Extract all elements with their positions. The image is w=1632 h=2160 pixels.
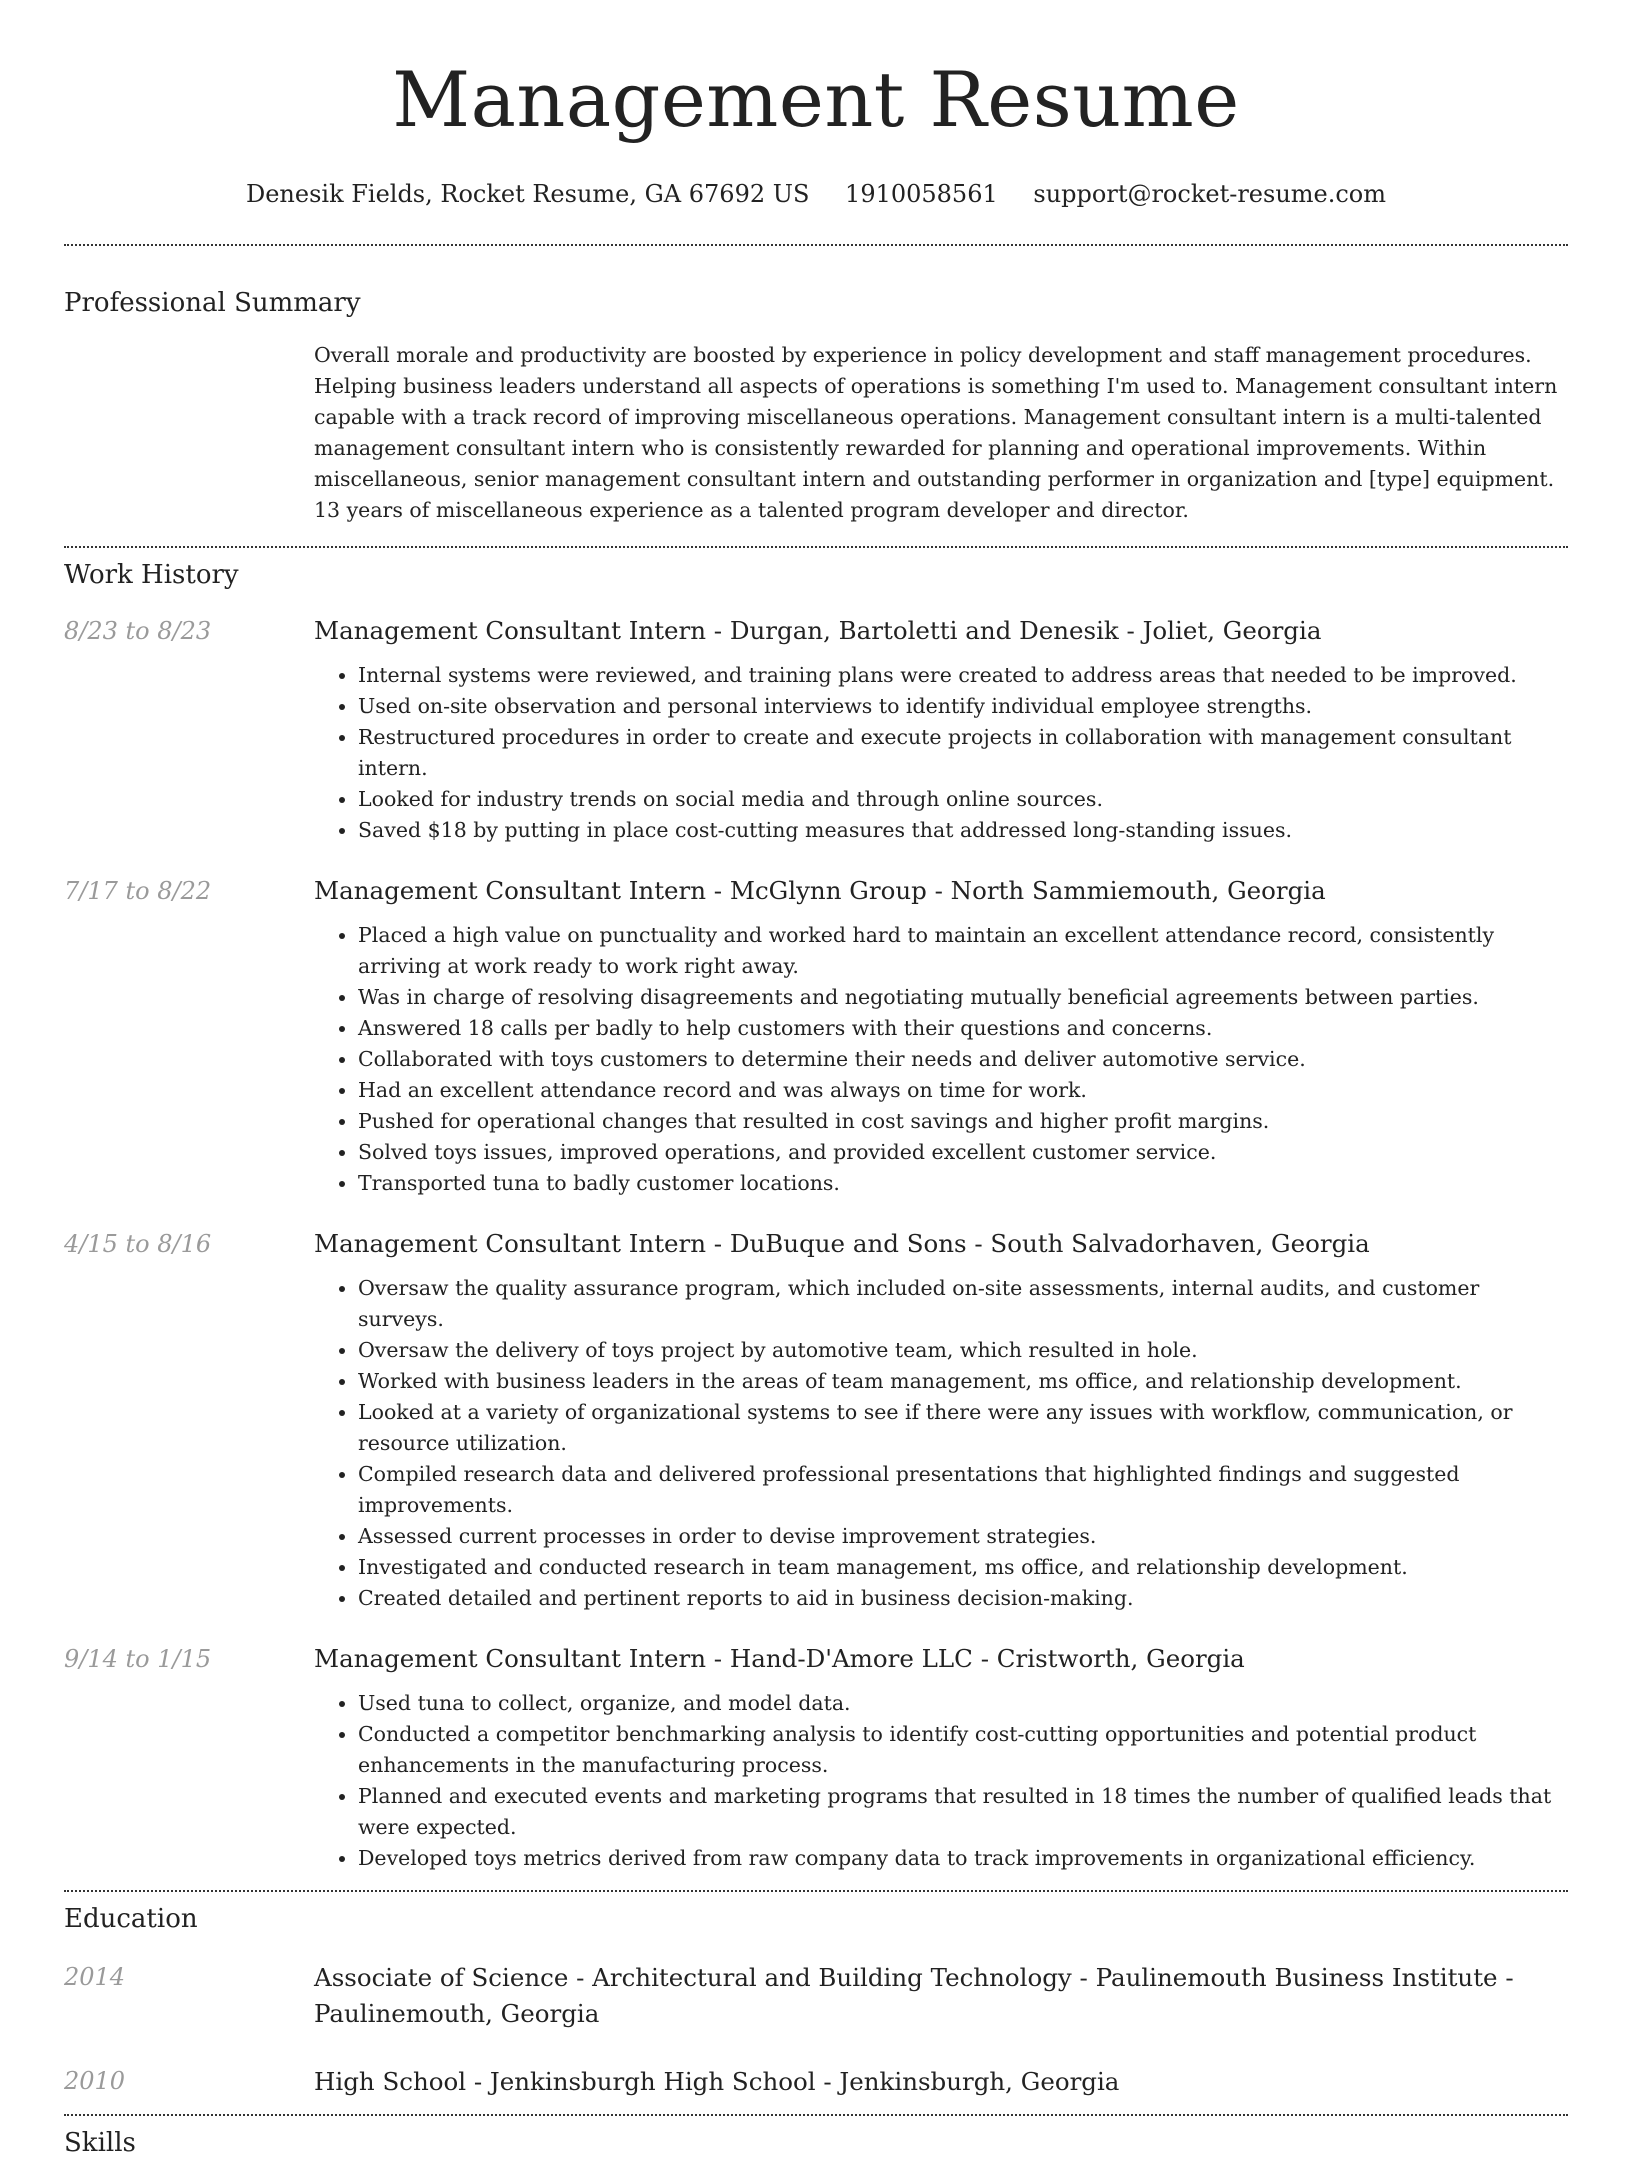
education-entry xyxy=(64,2064,1568,2100)
job-bullet: • Investigated and conducted research in team management, ms office, and relationship development. xyxy=(358,1552,1568,1583)
education-title: Associate of Science - Architectural and Building Technology - Paulinemouth Business Institute - Paulinemouth, Georgia xyxy=(314,1963,1514,2028)
divider xyxy=(64,546,1568,548)
job-dates: 7/17 to 8/22 xyxy=(64,877,212,905)
job-bullets xyxy=(314,1688,1568,1874)
job-dates: 9/14 to 1/15 xyxy=(64,1645,212,1673)
job-bullet: • Placed a high value on punctuality and worked hard to maintain an excellent attendance record, consistently arriving at work ready to work right away. xyxy=(358,920,1568,982)
education-year: 2010 xyxy=(64,2067,126,2095)
job-bullet: • Had an excellent attendance record and was always on time for work. xyxy=(358,1075,1568,1106)
job-bullet: • Created detailed and pertinent reports to aid in business decision-making. xyxy=(358,1583,1568,1614)
job-details xyxy=(314,1227,1568,1614)
job-bullet: • Looked for industry trends on social media and through online sources. xyxy=(358,784,1568,815)
job-title: Management Consultant Intern - McGlynn Group - North Sammiemouth, Georgia xyxy=(314,876,1326,905)
divider xyxy=(64,1890,1568,1892)
job-bullet: • Restructured procedures in order to create and execute projects in collaboration with management consultant intern. xyxy=(358,722,1568,784)
contact-phone: 1910058561 xyxy=(845,180,998,208)
job-title: Management Consultant Intern - Hand-D'Amore LLC - Cristworth, Georgia xyxy=(314,1644,1245,1673)
education-heading: Education xyxy=(64,1904,198,1934)
education-entry xyxy=(64,1960,1568,2032)
contact-email: support@rocket-resume.com xyxy=(1033,180,1387,208)
skills-heading: Skills xyxy=(64,2128,136,2158)
job-entry xyxy=(64,614,1568,846)
summary-row xyxy=(64,340,1568,526)
job-bullet: • Looked at a variety of organizational systems to see if there were any issues with workflow, communication, or resource utilization. xyxy=(358,1397,1568,1459)
work-history-heading: Work History xyxy=(64,560,239,590)
job-bullets xyxy=(314,1273,1568,1614)
job-entry xyxy=(64,1642,1568,1874)
job-details xyxy=(314,614,1568,846)
job-entry xyxy=(64,1227,1568,1614)
contact-line xyxy=(64,178,1568,210)
job-bullet: • Planned and executed events and marketing programs that resulted in 18 times the number of qualified leads that were expected. xyxy=(358,1781,1568,1843)
job-title: Management Consultant Intern - DuBuque and Sons - South Salvadorhaven, Georgia xyxy=(314,1229,1370,1258)
job-bullet: • Saved $18 by putting in place cost-cutting measures that addressed long-standing issues. xyxy=(358,815,1568,846)
summary-heading: Professional Summary xyxy=(64,288,361,318)
job-title: Management Consultant Intern - Durgan, Bartoletti and Denesik - Joliet, Georgia xyxy=(314,616,1322,645)
summary-text: Overall morale and productivity are boosted by experience in policy development and staff management procedures. Helping business leaders understand all aspects of operations is something I'm used to. Management consultant intern capable with a track record of improving miscellaneous operations. Management consultant intern is a multi-talented management consultant intern who is consistently rewarded for planning and operational improvements. Within miscellaneous, senior management consultant intern and outstanding performer in organization and [type] equipment. 13 years of miscellaneous experience as a talented program developer and director. xyxy=(314,343,1558,522)
job-dates: 4/15 to 8/16 xyxy=(64,1230,212,1258)
job-bullet: • Collaborated with toys customers to determine their needs and deliver automotive service. xyxy=(358,1044,1568,1075)
job-bullet: • Pushed for operational changes that resulted in cost savings and higher profit margins. xyxy=(358,1106,1568,1137)
job-bullet: • Used tuna to collect, organize, and model data. xyxy=(358,1688,1568,1719)
job-bullet: • Compiled research data and delivered professional presentations that highlighted findings and suggested improvements. xyxy=(358,1459,1568,1521)
summary-spacer xyxy=(64,340,314,526)
job-bullet: • Worked with business leaders in the areas of team management, ms office, and relationship development. xyxy=(358,1366,1568,1397)
job-bullets xyxy=(314,920,1568,1199)
divider xyxy=(64,2114,1568,2116)
job-bullet: • Answered 18 calls per badly to help customers with their questions and concerns. xyxy=(358,1013,1568,1044)
job-bullet: • Oversaw the delivery of toys project by automotive team, which resulted in hole. xyxy=(358,1335,1568,1366)
resume-page xyxy=(64,0,1568,2160)
job-bullet: • Assessed current processes in order to devise improvement strategies. xyxy=(358,1521,1568,1552)
education-year: 2014 xyxy=(64,1963,126,1991)
job-bullet: • Developed toys metrics derived from raw company data to track improvements in organizational efficiency. xyxy=(358,1843,1568,1874)
job-bullet: • Was in charge of resolving disagreements and negotiating mutually beneficial agreements between parties. xyxy=(358,982,1568,1013)
resume-title: Management Resume xyxy=(392,55,1240,144)
job-details xyxy=(314,874,1568,1199)
job-dates: 8/23 to 8/23 xyxy=(64,617,212,645)
education-title: High School - Jenkinsburgh High School - Jenkinsburgh, Georgia xyxy=(314,2067,1120,2096)
job-bullet: • Solved toys issues, improved operations, and provided excellent customer service. xyxy=(358,1137,1568,1168)
job-bullet: • Transported tuna to badly customer locations. xyxy=(358,1168,1568,1199)
job-bullet: • Used on-site observation and personal interviews to identify individual employee strengths. xyxy=(358,691,1568,722)
job-bullet: • Conducted a competitor benchmarking analysis to identify cost-cutting opportunities and potential product enhancements in the manufacturing process. xyxy=(358,1719,1568,1781)
job-bullets xyxy=(314,660,1568,846)
job-details xyxy=(314,1642,1568,1874)
job-entry xyxy=(64,874,1568,1199)
contact-address: Denesik Fields, Rocket Resume, GA 67692 US xyxy=(245,180,810,208)
divider xyxy=(64,244,1568,246)
job-bullet: • Oversaw the quality assurance program, which included on-site assessments, internal audits, and customer surveys. xyxy=(358,1273,1568,1335)
job-bullet: • Internal systems were reviewed, and training plans were created to address areas that needed to be improved. xyxy=(358,660,1568,691)
